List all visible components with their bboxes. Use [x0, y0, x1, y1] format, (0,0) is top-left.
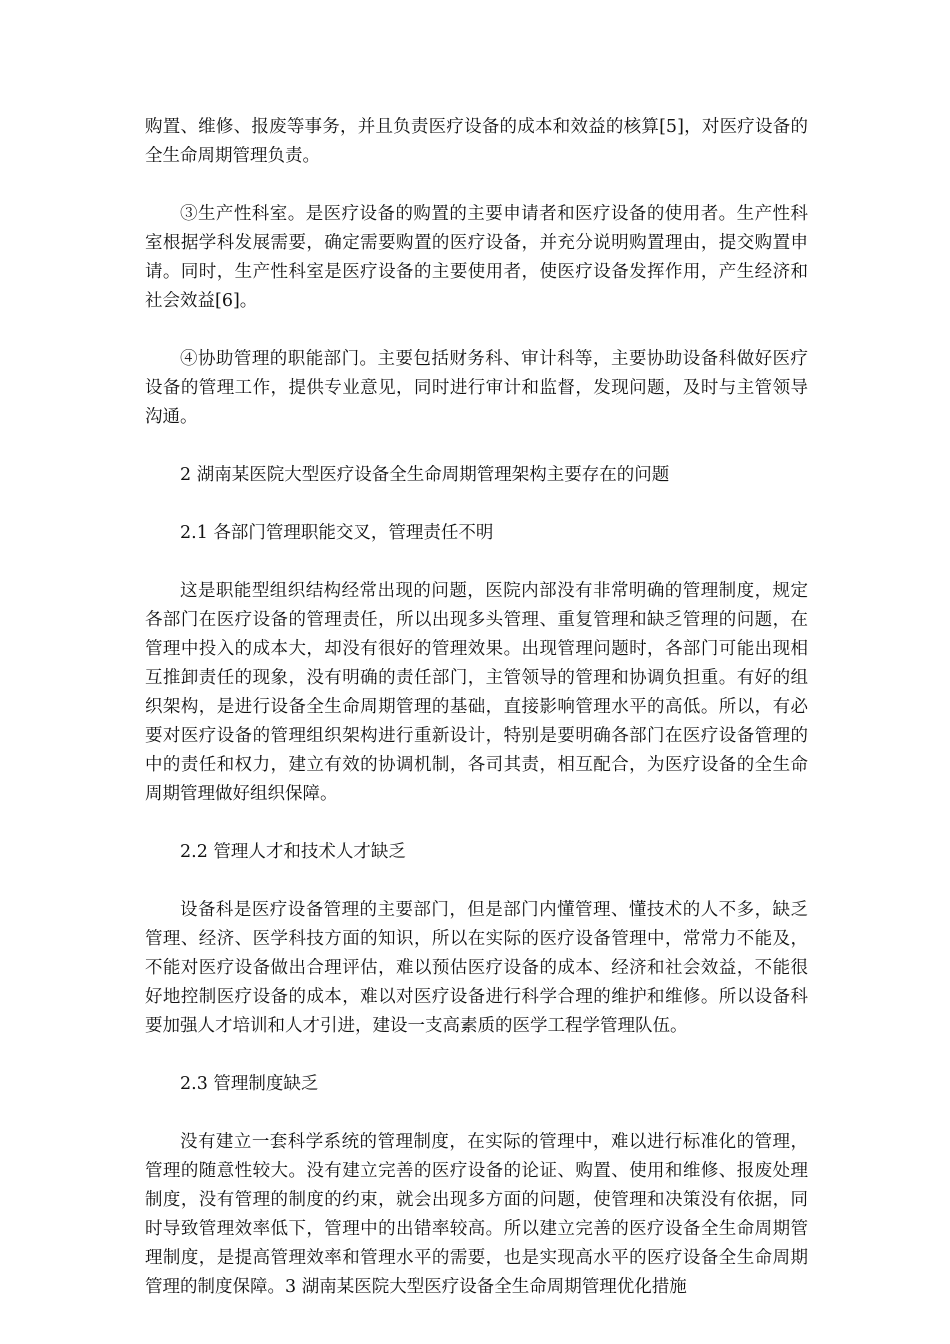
paragraph-functional-departments: ④协助管理的职能部门。主要包括财务科、审计科等，主要协助设备科做好医疗设备的管理工作，提供专业意见，同时进行审计和监督，发现问题，及时与主管领导沟通。 [145, 349, 808, 427]
document-body [145, 113, 808, 1331]
subsection-heading-2-1: 2.1 各部门管理职能交叉，管理责任不明 [180, 523, 494, 543]
paragraph-continued: 购置、维修、报废等事务，并且负责医疗设备的成本和效益的核算[5]，对医疗设备的全生命周期管理负责。 [145, 117, 808, 166]
paragraph-production-departments: ③生产性科室。是医疗设备的购置的主要申请者和医疗设备的使用者。生产性科室根据学科发展需要，确定需要购置的医疗设备，并充分说明购置理由，提交购置申请。同时，生产性科室是医疗设备的主要使用者，使医疗设备发挥作用，产生经济和社会效益[6]。 [145, 204, 808, 311]
section-heading-2: 2 湖南某医院大型医疗设备全生命周期管理架构主要存在的问题 [180, 465, 670, 485]
paragraph-2-1: 这是职能型组织结构经常出现的问题，医院内部没有非常明确的管理制度，规定各部门在医疗设备的管理责任，所以出现多头管理、重复管理和缺乏管理的问题，在管理中投入的成本大，却没有很好的管理效果。出现管理问题时，各部门可能出现相互推卸责任的现象，没有明确的责任部门，主管领导的管理和协调负担重。有好的组织架构，是进行设备全生命周期管理的基础，直接影响管理水平的高低。所以，有必要对医疗设备的管理组织架构进行重新设计，特别是要明确各部门在医疗设备管理的中的责任和权力，建立有效的协调机制，各司其责，相互配合，为医疗设备的全生命周期管理做好组织保障。 [145, 581, 808, 804]
paragraph-2-3: 没有建立一套科学系统的管理制度，在实际的管理中，难以进行标准化的管理，管理的随意性较大。没有建立完善的医疗设备的论证、购置、使用和维修、报废处理制度，没有管理的制度的约束，就会出现多方面的问题，使管理和决策没有依据，同时导致管理效率低下，管理中的出错率较高。所以建立完善的医疗设备全生命周期管理制度，是提高管理效率和管理水平的需要，也是实现高水平的医疗设备全生命周期管理的制度保障。3 湖南某医院大型医疗设备全生命周期管理优化措施 [145, 1132, 808, 1297]
subsection-heading-2-2: 2.2 管理人才和技术人才缺乏 [180, 842, 406, 862]
paragraph-2-2: 设备科是医疗设备管理的主要部门，但是部门内懂管理、懂技术的人不多，缺乏管理、经济、医学科技方面的知识，所以在实际的医疗设备管理中，常常力不能及，不能对医疗设备做出合理评估，难以预估医疗设备的成本、经济和社会效益，不能很好地控制医疗设备的成本，难以对医疗设备进行科学合理的维护和维修。所以设备科要加强人才培训和人才引进，建设一支高素质的医学工程学管理队伍。 [145, 900, 808, 1036]
subsection-heading-2-3: 2.3 管理制度缺乏 [180, 1074, 319, 1094]
